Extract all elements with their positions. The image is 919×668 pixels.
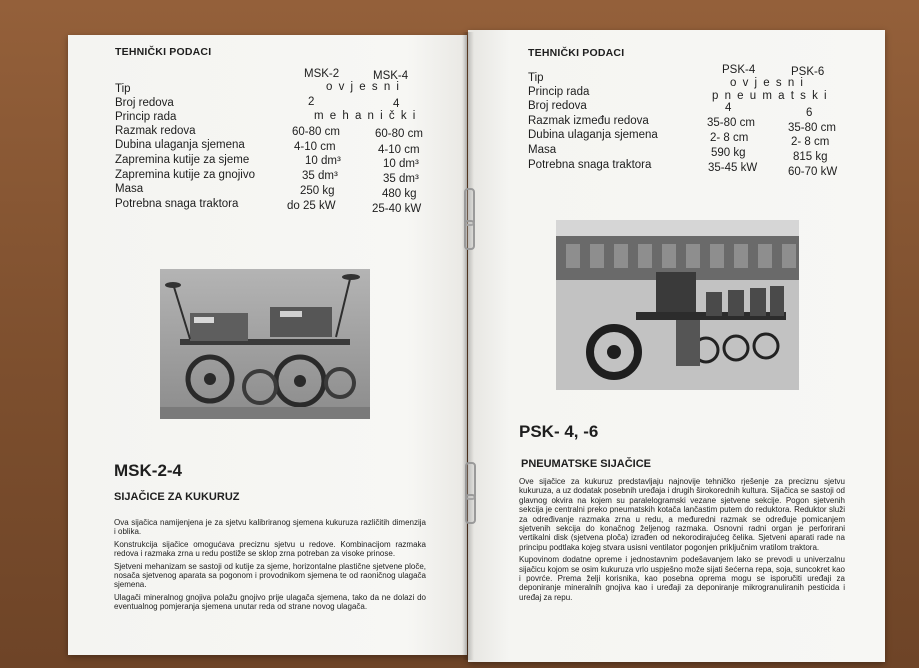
right-row-label: Dubina ulaganja sjemena xyxy=(528,129,658,141)
right-row-label: Masa xyxy=(528,144,557,156)
right-row-v1: 2- 8 cm xyxy=(710,132,749,144)
right-page xyxy=(468,30,885,662)
right-subtitle: PNEUMATSKE SIJAČICE xyxy=(521,458,651,470)
right-row-label: Potrebna snaga traktora xyxy=(528,159,652,171)
right-col2-header: PSK-6 xyxy=(791,66,825,78)
msk-seed-drill-photo xyxy=(160,269,370,419)
right-row-v1: 590 kg xyxy=(711,147,746,159)
left-row-v1: 4-10 cm xyxy=(294,141,336,153)
left-subtitle: SIJAČICE ZA KUKURUZ xyxy=(114,491,240,503)
right-row-v2: 35-80 cm xyxy=(788,122,836,134)
left-paragraph: Ulagači mineralnog gnojiva polažu gnojivo prije ulagača sjemena, tako da ne dolazi do eventualnog pomjeranja sjemena unutar reda od strane novog ulagača. xyxy=(114,592,426,612)
right-row-v2: 6 xyxy=(806,107,813,119)
book-gutter xyxy=(462,32,474,660)
right-heading: TEHNIČKI PODACI xyxy=(528,47,625,59)
right-body-text xyxy=(519,477,845,605)
right-row-v1: 35-80 cm xyxy=(707,117,755,129)
psk-pneumatic-drill-photo xyxy=(556,220,799,390)
left-row-v1: 35 dm³ xyxy=(302,170,338,182)
left-row-span: o v j e s n i xyxy=(326,81,401,93)
right-paragraph: Kupovinom dodatne opreme i jednostavnim podešavanjem lako se prevodi u univerzalnu sijačicu kojom se osim kukuruza vrlo uspješno može sijati šećerna repa, soja, suncokret kao i povrće. Prema želji korisnika, kao posebna oprema mogu se isporučiti uređaji za deponiranje mineralnih gnojiva kao i uređaji za deponiranje mikrogranuliranih pesticida i uređaj za repu. xyxy=(519,555,845,602)
left-row-v2: 4 xyxy=(393,98,400,110)
left-row-v2: 35 dm³ xyxy=(383,173,419,185)
left-col2-header: MSK-4 xyxy=(373,70,409,82)
left-row-v1: 60-80 cm xyxy=(292,126,340,138)
left-row-label: Zapremina kutije za gnojivo xyxy=(115,169,255,181)
right-title: PSK- 4, -6 xyxy=(519,422,599,441)
staple xyxy=(464,220,475,250)
left-row-label: Zapremina kutije za sjeme xyxy=(115,154,250,166)
staple xyxy=(465,494,476,524)
right-row-v2: 2- 8 cm xyxy=(791,136,830,148)
left-row-label: Masa xyxy=(115,183,144,195)
left-row-v1: 250 kg xyxy=(300,185,335,197)
left-row-v2: 10 dm³ xyxy=(383,158,419,170)
left-row-label: Razmak redova xyxy=(115,125,196,137)
right-row-label: Princip rada xyxy=(528,86,590,98)
right-col1-header: PSK-4 xyxy=(722,64,756,76)
right-row-v1: 4 xyxy=(725,102,732,114)
left-row-label: Tip xyxy=(115,83,131,95)
left-row-label: Dubina ulaganja sjemena xyxy=(115,139,245,151)
left-row-label: Princip rada xyxy=(115,111,177,123)
left-row-v2: 60-80 cm xyxy=(375,128,423,140)
right-row-v2: 815 kg xyxy=(793,151,828,163)
right-row-v1: 35-45 kW xyxy=(708,162,758,174)
right-row-label: Broj redova xyxy=(528,100,587,112)
left-row-v1: 2 xyxy=(308,96,315,108)
left-page xyxy=(68,35,467,655)
right-row-span: o v j e s n i xyxy=(730,77,805,89)
left-paragraph: Konstrukcija sijačice omogućava preciznu sjetvu u redove. Kombinacijom razmaka redova i razmaka zrna u redu postiže se sklop zrna potreban za visoke prinose. xyxy=(114,539,426,559)
right-row-label: Razmak između redova xyxy=(528,115,649,127)
left-title: MSK-2-4 xyxy=(114,461,183,480)
left-paragraph: Sjetveni mehanizam se sastoji od kutije za sjeme, horizontalne plastične sjetvene ploče, nosača sjetvenog aparata sa pogonom i provodnikom sjemena te od raoničnog ulagača sjemena. xyxy=(114,561,426,590)
left-row-v1: 10 dm³ xyxy=(305,155,341,167)
left-row-v2: 25-40 kW xyxy=(372,203,422,215)
left-row-label: Broj redova xyxy=(115,97,174,109)
right-row-span: p n e u m a t s k i xyxy=(712,90,829,102)
left-paragraph: Ova sijačica namijenjena je za sjetvu kalibriranog sjemena kukuruza različitih dimenzija i oblika. xyxy=(114,518,426,537)
left-row-span: m e h a n i č k i xyxy=(314,110,417,122)
left-col1-header: MSK-2 xyxy=(304,68,340,80)
left-row-v1: do 25 kW xyxy=(287,200,336,212)
right-paragraph: Ove sijačice za kukuruz predstavljaju najnovije tehničko rješenje za preciznu sjetvu kukuruza, a uz dodatak posebnih uređaja i drugih širokorednih kultura. Sijačica se sastoji od glavnog okvira na kojem su paralelogramski vezane sjetvene sekcije. Pogon sjetvenih sekcija je centralni preko pneumatskih kotača lančastim putem do reduktora. Reduktor služi za određivanje razmaka zrna u redu, a međuredni razmak se određuje pomicanjem sjetvenih sekcija do konačnog željenog razmaka. Osnovni radni organ je perforirani vertikalni disk (sjetvena ploča) izrađen od nekorodirajućeg čelika. Sjetveni aparati rade na principu podtlaka kojeg stvara usisni ventilator pogonjen priključnim vratilom traktora. xyxy=(519,477,845,552)
right-row-label: Tip xyxy=(528,72,544,84)
left-row-v2: 480 kg xyxy=(382,188,417,200)
right-row-v2: 60-70 kW xyxy=(788,166,838,178)
left-heading: TEHNIČKI PODACI xyxy=(115,46,212,58)
left-row-label: Potrebna snaga traktora xyxy=(115,198,239,210)
left-body-text xyxy=(114,518,426,615)
left-row-v2: 4-10 cm xyxy=(378,144,420,156)
